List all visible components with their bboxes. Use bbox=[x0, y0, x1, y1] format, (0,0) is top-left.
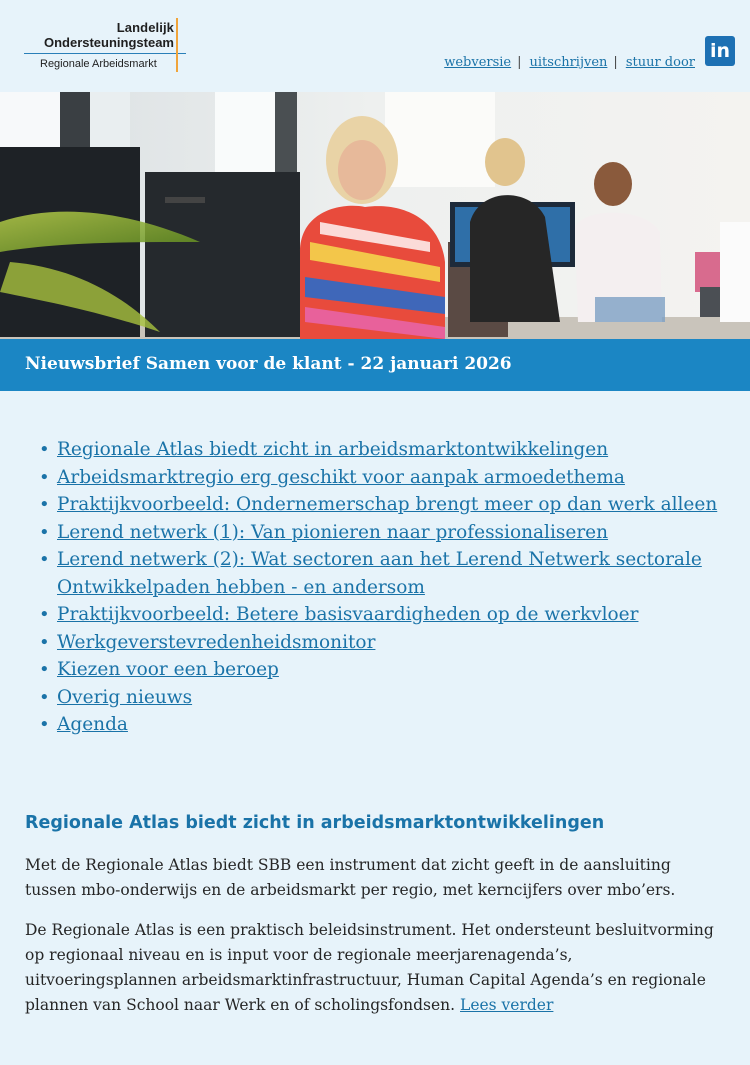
newsletter-header bbox=[0, 0, 750, 92]
link-separator: | bbox=[517, 55, 522, 70]
hero-image bbox=[0, 92, 750, 339]
read-more-link[interactable]: Lees verder bbox=[460, 995, 554, 1014]
toc-link[interactable]: Overig nieuws bbox=[57, 686, 193, 708]
toc-link[interactable]: Kiezen voor een beroep bbox=[57, 659, 279, 680]
header-links bbox=[444, 55, 695, 70]
table-of-contents bbox=[25, 436, 725, 739]
logo[interactable] bbox=[24, 18, 194, 74]
stuur-door-link[interactable]: stuur door bbox=[625, 55, 695, 70]
toc-item bbox=[57, 436, 725, 464]
toc-item bbox=[57, 546, 725, 601]
logo-line-1: Landelijk bbox=[116, 20, 174, 35]
webversie-link[interactable]: webversie bbox=[444, 55, 512, 70]
toc-link[interactable]: Praktijkvoorbeeld: Ondernemerschap brengt meer op dan werk alleen bbox=[57, 494, 718, 515]
article-paragraph-2 bbox=[25, 918, 725, 1018]
newsletter-title: Nieuwsbrief Samen voor de klant - 22 januari 2026 bbox=[25, 354, 512, 374]
toc-link[interactable]: Lerend netwerk (2): Wat sectoren aan het Lerend Netwerk sectorale Ontwikkelpaden hebben - en andersom bbox=[57, 549, 702, 598]
logo-accent-bar bbox=[176, 18, 178, 72]
linkedin-icon[interactable]: in bbox=[705, 36, 735, 66]
logo-rule bbox=[24, 53, 186, 54]
toc-item bbox=[57, 491, 725, 519]
toc-item bbox=[57, 684, 725, 712]
toc-link[interactable]: Agenda bbox=[57, 714, 128, 735]
toc-link[interactable]: Werkgeverstevredenheidsmonitor bbox=[57, 631, 376, 653]
toc-item bbox=[57, 464, 725, 492]
uitschrijven-link[interactable]: uitschrijven bbox=[529, 55, 608, 70]
toc-link[interactable]: Lerend netwerk (1): Van pionieren naar professionaliseren bbox=[57, 521, 609, 543]
link-separator: | bbox=[613, 55, 618, 70]
logo-line-3: Regionale Arbeidsmarkt bbox=[40, 58, 157, 70]
newsletter-content bbox=[0, 391, 750, 1018]
logo-line-2: Ondersteuningsteam bbox=[43, 35, 174, 50]
toc-item bbox=[57, 519, 725, 547]
toc-link[interactable]: Arbeidsmarktregio erg geschikt voor aanpak armoedethema bbox=[57, 466, 625, 488]
toc-item bbox=[57, 629, 725, 657]
toc-item bbox=[57, 601, 725, 629]
toc-item bbox=[57, 711, 725, 739]
article-paragraph-1: Met de Regionale Atlas biedt SBB een instrument dat zicht geeft in de aansluiting tussen mbo-onderwijs en de arbeidsmarkt per regio, met kerncijfers over mbo’ers. bbox=[25, 855, 676, 899]
article-paragraph-2-text: De Regionale Atlas is een praktisch beleidsinstrument. Het ondersteunt besluitvorming op regionaal niveau en is input voor de regionale meerjarenagenda’s, uitvoeringsplannen arbeidsmarktinfrastructuur, Human Capital Agenda’s en regionale plannen van School naar Werk en of scholingsfondsen. bbox=[25, 920, 714, 1014]
toc-link[interactable]: Regionale Atlas biedt zicht in arbeidsmarktontwikkelingen bbox=[57, 439, 609, 460]
article-title: Regionale Atlas biedt zicht in arbeidsmarktontwikkelingen bbox=[25, 812, 605, 833]
toc-item bbox=[57, 656, 725, 684]
office-photo-illustration bbox=[0, 92, 750, 339]
toc-link[interactable]: Praktijkvoorbeeld: Betere basisvaardigheden op de werkvloer bbox=[57, 604, 639, 625]
newsletter-title-bar bbox=[0, 339, 750, 391]
